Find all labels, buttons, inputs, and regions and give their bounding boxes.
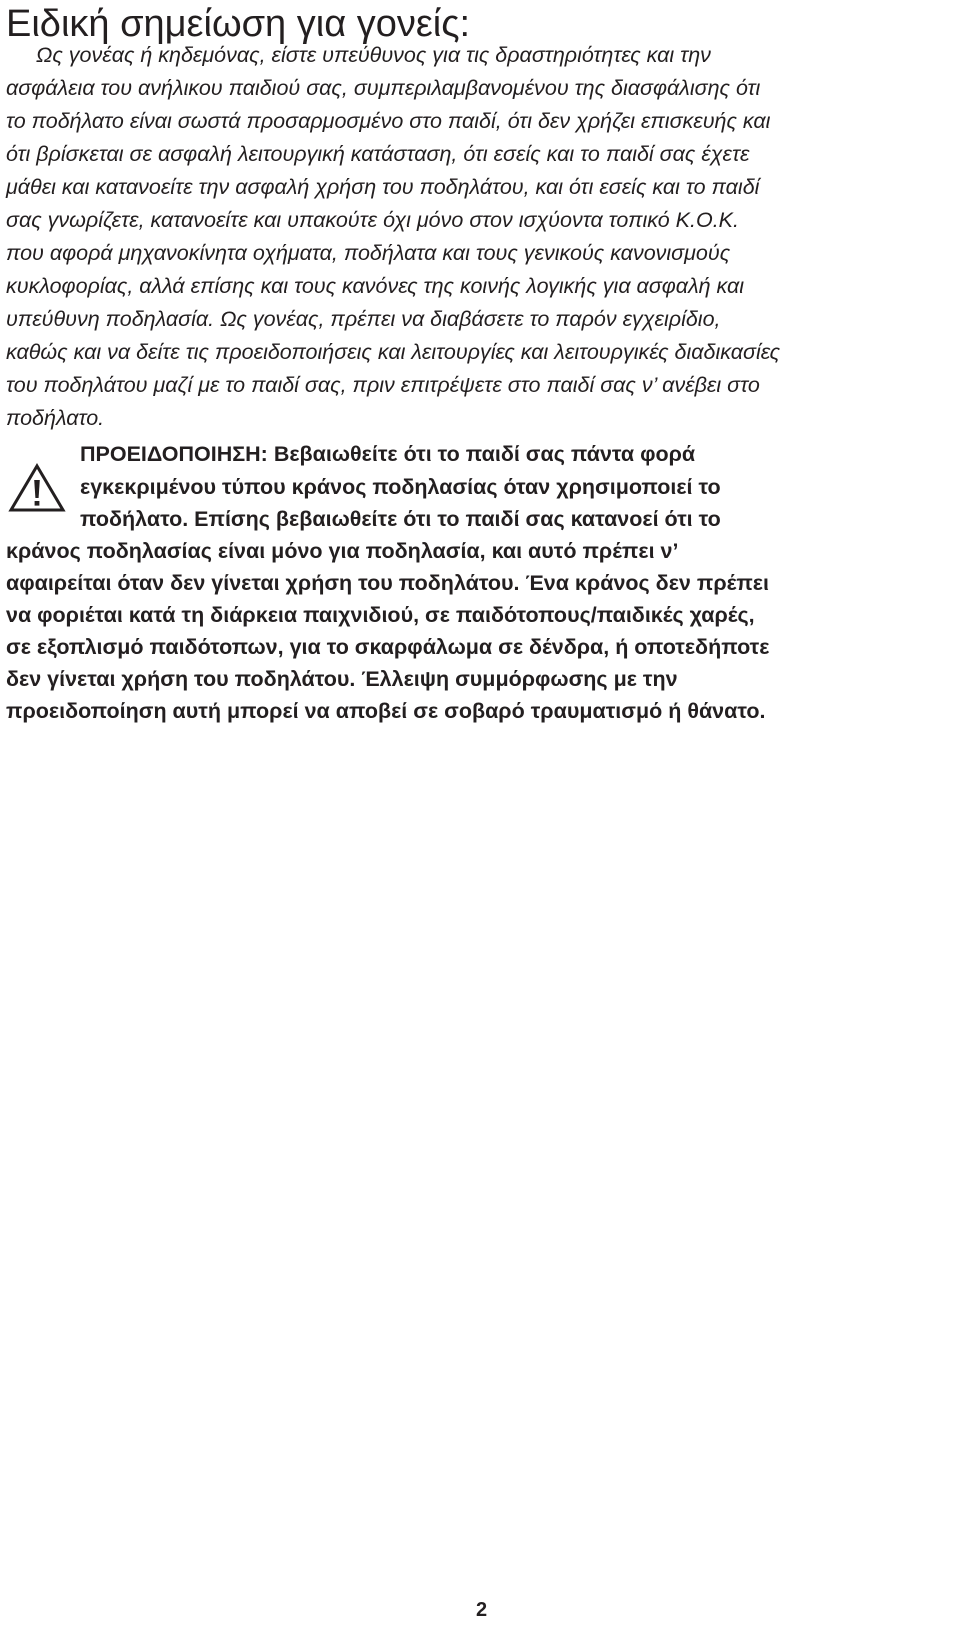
warning-line: σε εξοπλισμό παιδότοπων, για το σκαρφάλωμα σε δένδρα, ή οποτεδήποτε (6, 635, 770, 659)
intro-line: του ποδηλάτου μαζί με το παιδί σας, πριν επιτρέψετε στο παιδί σας ν’ ανέβει στο (6, 373, 760, 397)
warning-line: προειδοποίηση αυτή μπορεί να αποβεί σε σοβαρό τραυματισμό ή θάνατο. (6, 699, 766, 723)
warning-line: κράνος ποδηλασίας είναι μόνο για ποδηλασία, και αυτό πρέπει ν’ (6, 539, 679, 563)
warning-line: δεν γίνεται χρήση του ποδηλάτου. Έλλειψη συμμόρφωσης με την (6, 667, 678, 691)
intro-line: ασφάλεια του ανήλικου παιδιού σας, συμπεριλαμβανομένου της διασφάλισης ότι (6, 76, 761, 100)
warning-line: ΠΡΟΕΙΔΟΠΟΙΗΣΗ: Βεβαιωθείτε ότι το παιδί σας πάντα φορά (80, 442, 696, 466)
page-title: Ειδική σημείωση για γονείς: (6, 3, 471, 45)
page-number: 2 (476, 1599, 488, 1621)
intro-line: ότι βρίσκεται σε ασφαλή λειτουργική κατάσταση, ότι εσείς και το παιδί σας έχετε (6, 142, 750, 166)
warning-triangle-icon (8, 463, 66, 513)
intro-line: καθώς και να δείτε τις προειδοποιήσεις και λειτουργίες και λειτουργικές διαδικασίες (6, 340, 781, 364)
intro-line: υπεύθυνη ποδηλασία. Ως γονέας, πρέπει να διαβάσετε το παρόν εγχειρίδιο, (6, 307, 721, 331)
warning-line: να φοριέται κατά τη διάρκεια παιχνιδιού, σε παιδότοπους/παιδικές χαρές, (6, 603, 755, 627)
intro-line: το ποδήλατο είναι σωστά προσαρμοσμένο στο παιδί, ότι δεν χρήζει επισκευής και (6, 109, 771, 133)
intro-line: μάθει και κατανοείτε την ασφαλή χρήση του ποδηλάτου, και ότι εσείς και το παιδί (6, 175, 760, 199)
intro-line: που αφορά μηχανοκίνητα οχήματα, ποδήλατα και τους γενικούς κανονισμούς (6, 241, 731, 265)
intro-line: κυκλοφορίας, αλλά επίσης και τους κανόνες της κοινής λογικής για ασφαλή και (6, 274, 745, 298)
intro-line: Ως γονέας ή κηδεμόνας, είστε υπεύθυνος για τις δραστηριότητες και την (36, 43, 711, 67)
intro-line: σας γνωρίζετε, κατανοείτε και υπακούτε όχι μόνο στον ισχύοντα τοπικό Κ.Ο.Κ. (6, 208, 739, 232)
warning-line: εγκεκριμένου τύπου κράνος ποδηλασίας όταν χρησιμοποιεί το (80, 475, 721, 499)
warning-line: αφαιρείται όταν δεν γίνεται χρήση του ποδηλάτου. Ένα κράνος δεν πρέπει (6, 571, 769, 595)
warning-line: ποδήλατο. Επίσης βεβαιωθείτε ότι το παιδί σας κατανοεί ότι το (80, 507, 721, 531)
intro-line: ποδήλατο. (6, 406, 105, 430)
